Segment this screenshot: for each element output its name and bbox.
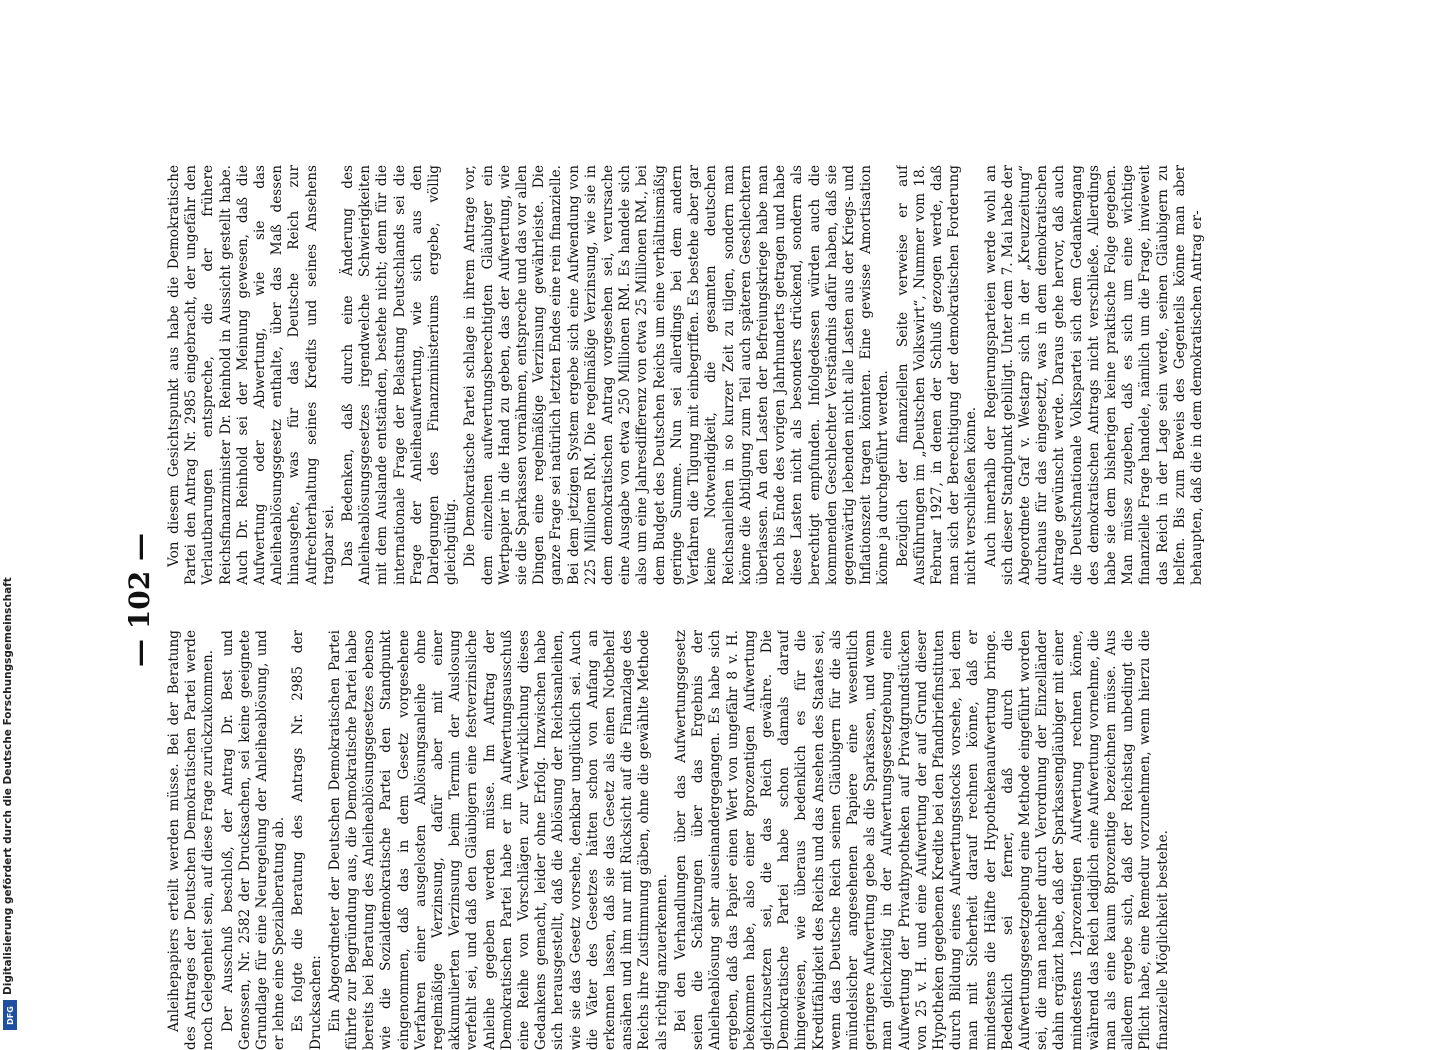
paragraph: Von diesem Gesichtspunkt aus habe die Demokratische Partei den Antrag Nr. 2985 eingebracht, der ungefähr den Verlautbarungen entspreche, die der frühere Reichsfinanzminister Dr. Reinhold in Aussicht gestellt habe. Auch Dr. Reinhold sei der Meinung gewesen, daß die Aufwertung oder Abwertung, wie sie das Anleiheablösungsgesetz enthalte, über das Maß dessen hinausgehe, was für das Deutsche Reich zur Aufrechterhaltung seines Kredits und seines Ansehens tragbar sei. <box>166 165 337 585</box>
digitization-sidebar <box>0 40 22 1025</box>
right-column <box>166 165 1316 585</box>
page-number: — 102 — <box>123 533 156 667</box>
paragraph: Der Ausschuß beschloß, der Antrag Dr. Best und Genossen, Nr. 2582 der Drucksachen, sei keine geeignete Grundlage für eine Neuregelung der Anleiheablösung, und er lehne eine Spezialberatung ab. <box>219 630 288 1050</box>
rotated-page <box>120 150 1380 1050</box>
paragraph: Die Demokratische Partei schlage in ihrem Antrage vor, dem einzelnen aufwertungsberechtigten Gläubiger ein Wertpapier in die Hand zu geben, das der Aufwertung, wie sie die Sparkassen vornähmen, entspreche und das vor allen Dingen eine regelmäßige Verzinsung gewährleiste. Die ganze Frage sei natürlich letzten Endes eine rein finanzielle. Bei dem jetzigen System ergebe sich eine Aufwendung von 225 Millionen RM. Die regelmäßige Verzinsung, wie sie in dem demokratischen Antrag vorgesehen sei, verursache eine Ausgabe von etwa 250 Millionen RM. Es handele sich also um eine Jahresdifferenz von etwa 25 Millionen RM., bei dem Budget des Deutschen Reichs um eine verhältnismäßig geringe Summe. Nun sei allerdings bei dem andern Verfahren die Tilgung mit einbegriffen. Es bestehe aber gar keine Notwendigkeit, die gesamten deutschen Reichsanleihen in so kurzer Zeit zu tilgen, sondern man könne die Abtilgung zum Teil auch späteren Geschlechtern überlassen. An den Lasten der Befreiungskriege habe man noch bis Ende des vorigen Jahrhunderts getragen und habe diese Lasten nicht als besonders drückend, sondern als berechtigt empfunden. Infolgedessen würden auch die kommenden Geschlechter Verständnis dafür haben, daß sie gegenwärtig lebenden nicht alle Lasten aus der Kriegs- und Inflationszeit tragen könnten. Eine gewisse Amortisation könne ja durchgeführt werden. <box>462 165 892 585</box>
paragraph: Bezüglich der finanziellen Seite verweise er auf Ausführungen im „Deutschen Volkswirt“, Nummer vom 18. Februar 1927, in denen der Schluß gezogen werde, daß man sich der Berechtigung der demokratischen Forderung nicht verschließen könne. <box>894 165 980 585</box>
paragraph: Das Bedenken, daß durch eine Änderung des Anleiheablösungsgesetzes irgendwelche Schwierigkeiten mit dem Auslande entständen, bestehe nicht; denn für die internationale Frage der Belastung Deutschlands sei die Frage der Anleiheaufwertung, wie sich aus den Darlegungen des Finanzministeriums ergebe, völlig gleichgültig. <box>340 165 460 585</box>
paragraph: Es folgte die Beratung des Antrags Nr. 2985 der Drucksachen: <box>290 630 324 1050</box>
paragraph: Auch innerhalb der Regierungsparteien werde wohl an sich dieser Standpunkt gebilligt. Unter dem 7. Mai habe der Abgeordnete Graf v. Westarp sich in der „Kreuzzeitung“ durchaus für das eingesetzt, was in dem demokratischen Antrage gewünscht werde. Daraus gehe hervor, daß auch die Deutschnationale Volkspartei sich dem Gedankengang des demokratischen Antrags nicht verschließe. Allerdings habe sie dem bisherigen keine praktische Folge gegeben. Man müsse zugeben, daß es sich um eine wichtige finanzielle Frage handele, nämlich um die Frage, inwieweit das Reich in der Lage sein werde, seinen Gläubigern zu helfen. Bis zum Beweis des Gegenteils könne man aber behaupten, daß die in dem demokratischen Antrag er- <box>982 165 1205 585</box>
paragraph: Bei den Verhandlungen über das Aufwertungsgesetz seien die Schätzungen über das Ergebnis der Anleiheablösung sehr auseinandergegangen. Es habe sich ergeben, daß das Papier einen Wert von ungefähr 8 v. H. bekommen habe, also einer 8prozentigen Aufwertung gleichzusetzen sei, die das Reich gewähre. Die Demokratische Partei habe schon damals darauf hingewiesen, wie überaus bedenklich es für die Kreditfähigkeit des Reichs und das Ansehen des Staates sei, wenn das Deutsche Reich seinen Gläubigern für die als mündelsicher angesehenen Papiere eine wesentlich geringere Aufwertung gebe als die Sparkassen, und wenn man gleichzeitig in der Aufwertungsgesetzgebung eine Aufwertung der Privathypotheken auf Privatgrundstücken von 25 v. H. und eine Aufwertung der auf Grund dieser Hypotheken gegebenen Kredite bei den Pfandbriefinstituten durch Bildung eines Aufwertungsstocks vorsehe, bei dem man mit Sicherheit darauf rechnen könne, daß er mindestens die Hälfte der Hypothekenaufwertung bringe. Bedenklich sei ferner, daß durch die Aufwertungsgesetzgebung eine Methode eingeführt worden sei, die man nachher durch Verordnung der Einzelländer dahin ergänzt habe, daß der Sparkassengläubiger mit einer mindestens 12prozentigen Aufwertung rechnen könne, während das Reich lediglich eine Aufwertung vornehme, die man als eine kaum 8prozentige bezeichnen müsse. Aus alledem ergebe sich, daß der Reichstag unbedingt die Pflicht habe, eine Remedur vorzunehmen, wenn hierzu die finanzielle Möglichkeit bestehe. <box>672 630 1171 1050</box>
dfg-logo <box>3 1000 17 1030</box>
funding-note: Digitalisierung gefördert durch die Deutsche Forschungsgemeinschaft <box>2 577 14 995</box>
paragraph: Ein Abgeordneter der Deutschen Demokratischen Partei führte zur Begründung aus, die Demokratische Partei habe bereits bei Beratung des Anleiheablösungsgesetzes ebenso wie die Sozialdemokratische Partei den Standpunkt eingenommen, daß das in dem Gesetz vorgesehene Verfahren einer ausgelosten Ablösungsanleihe ohne regelmäßige Verzinsung, dafür aber mit einer akkumulierten Verzinsung beim Termin der Auslosung verfehlt sei, und daß den Gläubigern eine festverzinsliche Anleihe gegeben werden müsse. Im Auftrag der Demokratischen Partei habe er im Aufwertungsausschuß eine Reihe von Vorschlägen zur Verwirklichung dieses Gedankens gemacht, leider ohne Erfolg. Inzwischen habe sich herausgestellt, daß die Ablösung der Reichsanleihen, wie sie das Gesetz vorsehe, denkbar unglücklich sei. Auch die Väter des Gesetzes hätten schon von Anfang an erkennen lassen, daß sie das Gesetz als einen Notbehelf ansähen und ihm nur mit Rücksicht auf die Finanzlage des Reichs ihre Zustimmung gäben, ohne die gewählte Methode als richtig anzuerkennen. <box>326 630 670 1050</box>
left-column <box>166 630 1316 1050</box>
paragraph: Anleihepapiers erteilt werden müsse. Bei der Beratung des Antrages der Deutschen Demokratischen Partei werde noch Gelegenheit sein, auf diese Frage zurückzukommen. <box>166 630 217 1050</box>
dfg-logo-text: DFG <box>5 1005 15 1025</box>
